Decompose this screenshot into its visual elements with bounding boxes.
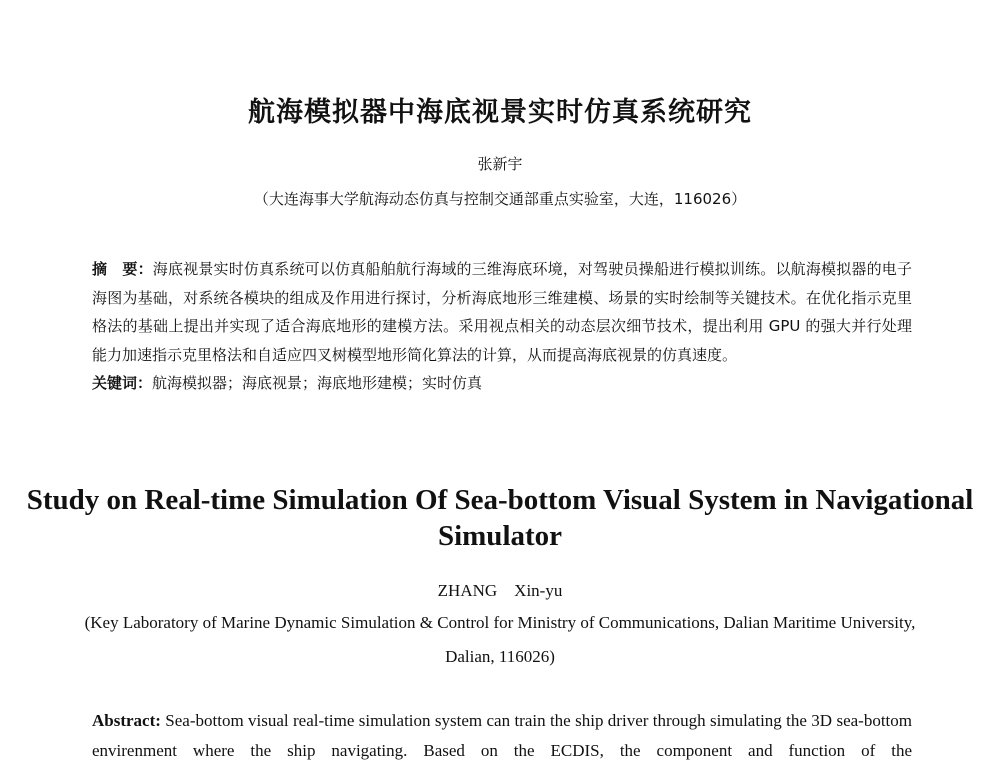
english-abstract-text: Sea-bottom visual real-time simulation system can train the ship driver through simulating the 3D sea-bottom envirenment where the ship navigating. Based on the ECDIS, the component and function of the (92, 711, 912, 760)
chinese-affiliation: （大连海事大学航海动态仿真与控制交通部重点实验室，大连，116026） (253, 190, 747, 208)
chinese-keywords-text: 航海模拟器；海底视景；海底地形建模；实时仿真 (152, 374, 483, 392)
english-abstract (92, 706, 912, 766)
english-author: ZHANG Xin-yu (437, 581, 563, 600)
chinese-title: 航海模拟器中海底视景实时仿真系统研究 (248, 97, 752, 128)
english-affiliation: (Key Laboratory of Marine Dynamic Simulation & Control for Ministry of Communications, Dalian Maritime University, Dalian, 116026) (84, 613, 916, 666)
english-abstract-label: Abstract: (92, 711, 161, 730)
chinese-keywords (92, 369, 912, 398)
chinese-abstract (92, 255, 912, 369)
chinese-keywords-label: 关键词： (92, 374, 153, 392)
english-title: Study on Real-time Simulation Of Sea-bottom Visual System in Navigational Simulator (26, 484, 974, 552)
chinese-abstract-label: 摘 要： (92, 260, 153, 278)
chinese-abstract-block (92, 255, 912, 398)
chinese-abstract-text: 海底视景实时仿真系统可以仿真船舶航行海域的三维海底环境，对驾驶员操船进行模拟训练。以航海模拟器的电子海图为基础，对系统各模块的组成及作用进行探讨，分析海底地形三维建模、场景的实时绘制等关键技术。在优化指示克里格法的基础上提出并实现了适合海底地形的建模方法。采用视点相关的动态层次细节技术，提出利用 GPU 的强大并行处理能力加速指示克里格法和自适应四叉树模型地形简化算法的计算，从而提高海底视景的仿真速度。 (92, 260, 912, 364)
chinese-author: 张新宇 (477, 155, 523, 173)
